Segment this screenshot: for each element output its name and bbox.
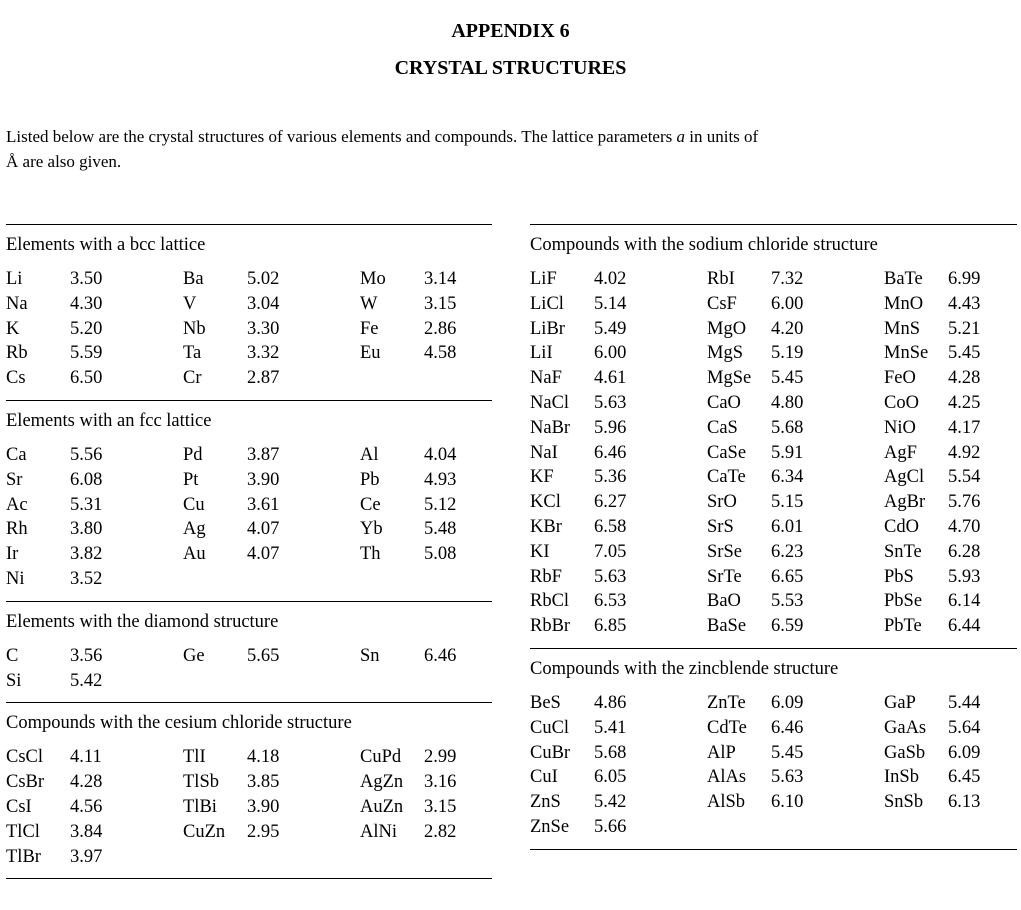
- lattice-value: 6.27: [594, 492, 627, 513]
- lattice-value: 5.12: [424, 494, 457, 515]
- material-name: [360, 567, 424, 592]
- material-name: Rh: [6, 519, 28, 540]
- material-name: NaBr: [530, 417, 571, 438]
- lattice-value: 6.44: [948, 616, 981, 637]
- material-name: MgO: [707, 318, 747, 339]
- lattice-value: 2.95: [247, 821, 280, 842]
- lattice-value: 3.15: [424, 293, 457, 314]
- lattice-value: 5.19: [771, 343, 804, 364]
- material-name: [183, 567, 247, 592]
- lattice-value: 5.96: [594, 417, 627, 438]
- lattice-value: 4.58: [424, 343, 457, 364]
- lattice-value: 4.30: [70, 293, 103, 314]
- material-name: C: [6, 645, 19, 666]
- lattice-value: 6.01: [771, 516, 804, 537]
- material-name: SrTe: [707, 566, 742, 587]
- lattice-value: 6.28: [948, 541, 981, 562]
- lattice-value: 6.09: [948, 742, 981, 763]
- material-name: V: [183, 293, 197, 314]
- material-name: BaSe: [707, 616, 747, 637]
- material-name: MnS: [884, 318, 920, 339]
- lattice-value: 6.08: [70, 469, 103, 490]
- intro-text-line2: Å are also given.: [6, 152, 122, 171]
- material-name: KBr: [530, 516, 562, 537]
- lattice-value: 6.00: [594, 343, 627, 364]
- material-name: CaS: [707, 417, 738, 438]
- material-name: [884, 815, 948, 840]
- material-name: Cr: [183, 368, 202, 389]
- material-name: Nb: [183, 318, 206, 339]
- lattice-value: [424, 366, 492, 391]
- lattice-value: 5.66: [594, 816, 627, 837]
- section-divider: [6, 400, 492, 401]
- material-name: Pt: [183, 469, 199, 490]
- material-name: GaAs: [884, 717, 927, 738]
- lattice-value: 3.85: [247, 772, 280, 793]
- lattice-value: 3.61: [247, 494, 280, 515]
- lattice-value: 4.80: [771, 392, 804, 413]
- material-name: LiF: [530, 269, 557, 289]
- page-title: CRYSTAL STRUCTURES: [394, 57, 627, 79]
- lattice-value: 5.20: [70, 318, 103, 339]
- left-table-column: [6, 224, 492, 879]
- material-name: CsCl: [6, 747, 44, 768]
- material-name: MgSe: [707, 368, 752, 389]
- lattice-value: [247, 669, 360, 694]
- lattice-value: [424, 845, 492, 870]
- lattice-value: 5.63: [594, 566, 627, 587]
- lattice-value: 5.21: [948, 318, 981, 339]
- section-table: [530, 267, 1017, 639]
- material-name: AgCl: [884, 467, 925, 488]
- lattice-value: 4.04: [424, 444, 457, 465]
- lattice-value: 5.31: [70, 494, 103, 515]
- lattice-value: 6.99: [948, 269, 981, 289]
- lattice-value: 6.14: [948, 591, 981, 612]
- material-name: SrSe: [707, 541, 742, 562]
- lattice-value: 5.65: [247, 645, 280, 666]
- lattice-value: 4.56: [70, 796, 103, 817]
- material-name: Th: [360, 544, 381, 565]
- lattice-value: 5.64: [948, 717, 981, 738]
- lattice-value: 3.16: [424, 772, 457, 793]
- material-name: Sn: [360, 645, 380, 666]
- material-name: SnSb: [884, 792, 924, 813]
- material-name: [360, 845, 424, 870]
- material-name: Ir: [6, 544, 19, 565]
- material-name: Li: [6, 269, 23, 289]
- lattice-value: 5.56: [70, 444, 103, 465]
- lattice-value: 4.07: [247, 544, 280, 565]
- lattice-value: 5.68: [771, 417, 804, 438]
- material-name: BaTe: [884, 269, 923, 289]
- lattice-value: 6.85: [594, 616, 627, 637]
- lattice-value: 3.30: [247, 318, 280, 339]
- material-name: Ce: [360, 494, 381, 515]
- material-name: Na: [6, 293, 28, 314]
- intro-paragraph: [6, 124, 1018, 174]
- lattice-value: 3.90: [247, 469, 280, 490]
- section-table: [6, 745, 492, 869]
- lattice-value: 3.56: [70, 645, 103, 666]
- material-name: KI: [530, 541, 550, 562]
- material-name: NiO: [884, 417, 916, 438]
- lattice-value: 5.08: [424, 544, 457, 565]
- material-name: [183, 669, 247, 694]
- material-name: NaI: [530, 442, 558, 463]
- material-name: CsI: [6, 796, 32, 817]
- material-name: Al: [360, 444, 379, 465]
- material-name: InSb: [884, 767, 919, 788]
- lattice-value: 4.86: [594, 692, 627, 713]
- material-name: Ba: [183, 269, 204, 289]
- material-name: MgS: [707, 343, 743, 364]
- lattice-value: 4.43: [948, 293, 981, 314]
- material-name: TlSb: [183, 772, 219, 793]
- material-name: AuZn: [360, 796, 404, 817]
- lattice-value: 3.04: [247, 293, 280, 314]
- material-name: Au: [183, 544, 206, 565]
- lattice-value: 5.63: [594, 392, 627, 413]
- lattice-value: 6.45: [948, 767, 981, 788]
- material-name: PbSe: [884, 591, 923, 612]
- lattice-value: 2.82: [424, 821, 457, 842]
- material-name: AgF: [884, 442, 917, 463]
- lattice-value: 5.02: [247, 269, 280, 289]
- lattice-value: 5.49: [594, 318, 627, 339]
- lattice-value: 4.61: [594, 368, 627, 389]
- lattice-value: [247, 567, 360, 592]
- material-name: LiCl: [530, 293, 564, 314]
- lattice-value: 7.32: [771, 269, 804, 289]
- material-name: RbCl: [530, 591, 570, 612]
- lattice-value: 6.13: [948, 792, 981, 813]
- lattice-value: 4.02: [594, 269, 627, 289]
- section-divider: [530, 224, 1017, 225]
- material-name: AgBr: [884, 492, 926, 513]
- lattice-variable: a: [676, 127, 685, 146]
- lattice-value: 6.59: [771, 616, 804, 637]
- lattice-value: 5.53: [771, 591, 804, 612]
- lattice-value: [771, 815, 884, 840]
- material-name: K: [6, 318, 20, 339]
- material-name: CdTe: [707, 717, 747, 738]
- material-name: TlI: [183, 747, 206, 768]
- material-name: ZnTe: [707, 692, 746, 713]
- material-name: GaP: [884, 692, 916, 713]
- lattice-value: 5.15: [771, 492, 804, 513]
- material-name: CaTe: [707, 467, 746, 488]
- material-name: Ag: [183, 519, 206, 540]
- lattice-value: 6.53: [594, 591, 627, 612]
- section-title: Compounds with the zincblende structure: [530, 658, 839, 679]
- material-name: NaCl: [530, 392, 570, 413]
- material-name: Sr: [6, 469, 23, 490]
- material-name: LiI: [530, 343, 553, 364]
- lattice-value: 5.59: [70, 343, 103, 364]
- lattice-value: 3.84: [70, 821, 103, 842]
- material-name: NaF: [530, 368, 562, 389]
- material-name: AlP: [707, 742, 736, 763]
- lattice-value: 3.32: [247, 343, 280, 364]
- material-name: AgZn: [360, 772, 404, 793]
- table-bottom-rule: [530, 849, 1017, 850]
- lattice-value: 3.15: [424, 796, 457, 817]
- material-name: ZnS: [530, 792, 561, 813]
- lattice-value: 4.18: [247, 747, 280, 768]
- material-name: Ge: [183, 645, 205, 666]
- material-name: [360, 669, 424, 694]
- lattice-value: 4.17: [948, 417, 981, 438]
- section-table: [6, 267, 492, 391]
- material-name: TlCl: [6, 821, 40, 842]
- lattice-value: 5.44: [948, 692, 981, 713]
- material-name: AlSb: [707, 792, 746, 813]
- material-name: [360, 366, 424, 391]
- material-name: TlBi: [183, 796, 217, 817]
- lattice-value: 6.50: [70, 368, 103, 389]
- lattice-value: 3.82: [70, 544, 103, 565]
- material-name: Yb: [360, 519, 383, 540]
- material-name: RbF: [530, 566, 562, 587]
- lattice-value: 6.10: [771, 792, 804, 813]
- material-name: Eu: [360, 343, 381, 364]
- lattice-value: 5.93: [948, 566, 981, 587]
- material-name: PbS: [884, 566, 914, 587]
- section-divider: [6, 702, 492, 703]
- lattice-value: [424, 669, 492, 694]
- material-name: CdO: [884, 516, 919, 537]
- material-name: CuI: [530, 767, 558, 788]
- lattice-value: 6.09: [771, 692, 804, 713]
- intro-text-end: in units of: [685, 127, 759, 146]
- lattice-value: 5.48: [424, 519, 457, 540]
- lattice-value: 5.68: [594, 742, 627, 763]
- material-name: CuBr: [530, 742, 571, 763]
- lattice-value: 5.42: [594, 792, 627, 813]
- lattice-value: 5.42: [70, 670, 103, 691]
- lattice-value: [424, 567, 492, 592]
- lattice-value: 3.52: [70, 568, 103, 589]
- material-name: Pb: [360, 469, 380, 490]
- lattice-value: 4.07: [247, 519, 280, 540]
- material-name: AlNi: [360, 821, 397, 842]
- section-table: [6, 443, 492, 592]
- section-title: Elements with an fcc lattice: [6, 410, 212, 431]
- section-divider: [6, 601, 492, 602]
- lattice-value: 6.34: [771, 467, 804, 488]
- lattice-value: 6.46: [594, 442, 627, 463]
- material-name: Ca: [6, 444, 27, 465]
- lattice-value: 4.20: [771, 318, 804, 339]
- material-name: RbBr: [530, 616, 571, 637]
- material-name: KF: [530, 467, 554, 488]
- material-name: SrS: [707, 516, 734, 537]
- material-name: GaSb: [884, 742, 926, 763]
- lattice-value: 5.36: [594, 467, 627, 488]
- lattice-value: [948, 815, 1018, 840]
- lattice-value: 5.14: [594, 293, 627, 314]
- lattice-value: 6.46: [771, 717, 804, 738]
- lattice-value: 3.97: [70, 846, 103, 867]
- material-name: SrO: [707, 492, 737, 513]
- lattice-value: 4.28: [948, 368, 981, 389]
- section-divider: [530, 648, 1017, 649]
- lattice-value: 5.63: [771, 767, 804, 788]
- lattice-value: 5.45: [771, 742, 804, 763]
- lattice-value: 5.45: [771, 368, 804, 389]
- lattice-value: 3.14: [424, 269, 457, 289]
- material-name: Ni: [6, 568, 25, 589]
- material-name: W: [360, 293, 378, 314]
- lattice-value: [247, 845, 360, 870]
- lattice-value: 5.76: [948, 492, 981, 513]
- lattice-value: 6.46: [424, 645, 457, 666]
- material-name: CsF: [707, 293, 737, 314]
- material-name: RbI: [707, 269, 735, 289]
- lattice-value: 3.80: [70, 519, 103, 540]
- material-name: Si: [6, 670, 22, 691]
- lattice-value: 3.50: [70, 269, 103, 289]
- material-name: CsBr: [6, 772, 45, 793]
- material-name: BeS: [530, 692, 561, 713]
- lattice-value: 2.87: [247, 368, 280, 389]
- material-name: Rb: [6, 343, 28, 364]
- lattice-value: 6.23: [771, 541, 804, 562]
- lattice-value: 4.25: [948, 392, 981, 413]
- material-name: CuPd: [360, 747, 402, 768]
- intro-text-start: Listed below are the crystal structures of various elements and compounds. The lattice parameters: [6, 127, 677, 146]
- material-name: MnSe: [884, 343, 929, 364]
- material-name: PbTe: [884, 616, 922, 637]
- lattice-value: 6.05: [594, 767, 627, 788]
- lattice-value: 4.70: [948, 516, 981, 537]
- material-name: CuZn: [183, 821, 226, 842]
- lattice-value: 4.28: [70, 772, 103, 793]
- table-bottom-rule: [6, 878, 492, 879]
- lattice-value: 3.90: [247, 796, 280, 817]
- lattice-value: 3.87: [247, 444, 280, 465]
- lattice-value: 5.54: [948, 467, 981, 488]
- material-name: CaSe: [707, 442, 747, 463]
- material-name: Cs: [6, 368, 26, 389]
- material-name: ZnSe: [530, 816, 570, 837]
- material-name: CaO: [707, 392, 741, 413]
- lattice-value: 5.41: [594, 717, 627, 738]
- section-title: Compounds with the cesium chloride structure: [6, 713, 352, 734]
- appendix-heading: APPENDIX 6: [451, 20, 570, 42]
- material-name: [183, 845, 247, 870]
- material-name: Cu: [183, 494, 205, 515]
- lattice-value: 7.05: [594, 541, 627, 562]
- lattice-value: 4.11: [70, 747, 102, 768]
- material-name: Ta: [183, 343, 202, 364]
- material-name: SnTe: [884, 541, 922, 562]
- material-name: MnO: [884, 293, 924, 314]
- lattice-value: 2.99: [424, 747, 457, 768]
- material-name: Fe: [360, 318, 379, 339]
- section-divider: [6, 224, 492, 225]
- material-name: KCl: [530, 492, 561, 513]
- material-name: Pd: [183, 444, 203, 465]
- right-table-column: [530, 224, 1017, 850]
- section-title: Elements with the diamond structure: [6, 611, 279, 632]
- lattice-value: 6.58: [594, 516, 627, 537]
- material-name: BaO: [707, 591, 741, 612]
- material-name: Mo: [360, 269, 386, 289]
- material-name: [707, 815, 771, 840]
- material-name: FeO: [884, 368, 916, 389]
- lattice-value: 4.92: [948, 442, 981, 463]
- lattice-value: 2.86: [424, 318, 457, 339]
- section-title: Elements with a bcc lattice: [6, 235, 206, 255]
- material-name: LiBr: [530, 318, 565, 339]
- lattice-value: 5.45: [948, 343, 981, 364]
- material-name: CoO: [884, 392, 919, 413]
- material-name: Ac: [6, 494, 28, 515]
- lattice-value: 6.00: [771, 293, 804, 314]
- material-name: CuCl: [530, 717, 570, 738]
- section-table: [530, 691, 1017, 840]
- lattice-value: 4.93: [424, 469, 457, 490]
- material-name: TlBr: [6, 846, 41, 867]
- section-table: [6, 644, 492, 694]
- material-name: AlAs: [707, 767, 747, 788]
- section-title: Compounds with the sodium chloride structure: [530, 235, 878, 255]
- lattice-value: 6.65: [771, 566, 804, 587]
- lattice-value: 5.91: [771, 442, 804, 463]
